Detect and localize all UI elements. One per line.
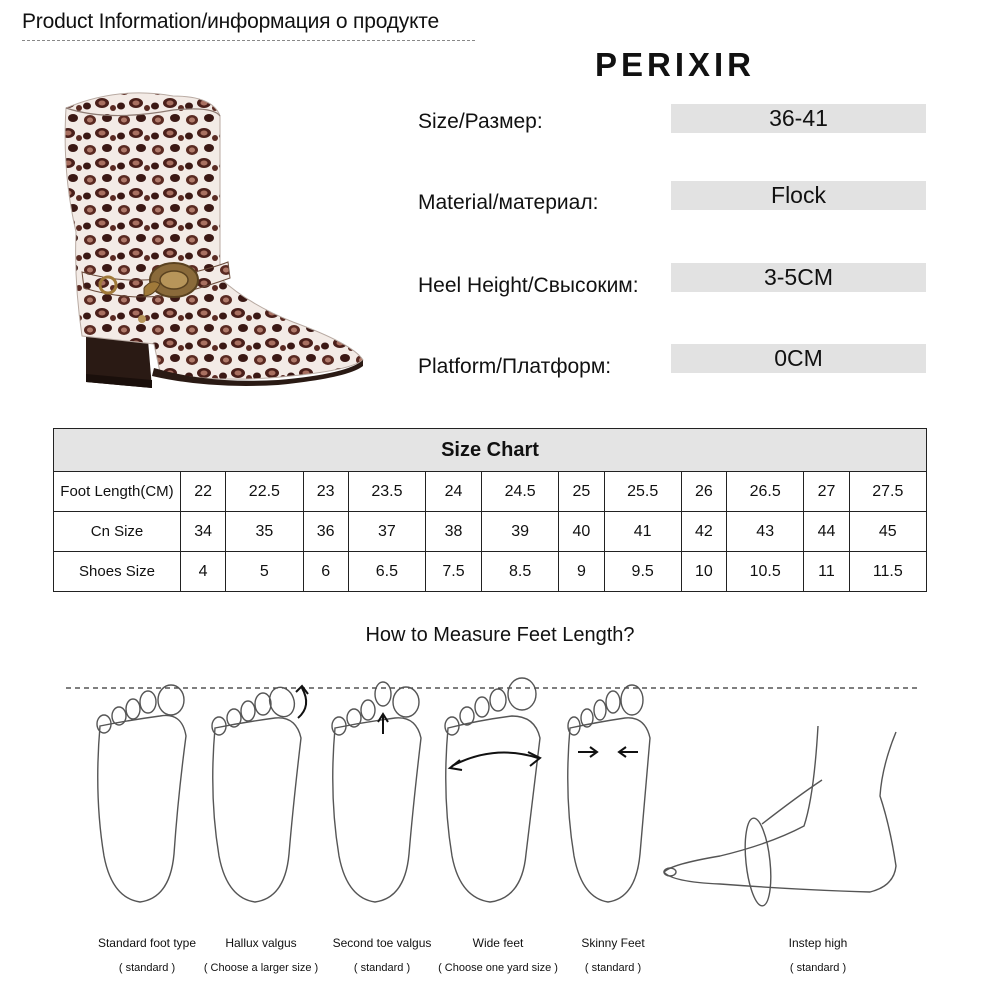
spec-label-size: Size/Размер: bbox=[418, 110, 543, 133]
table-cell: 44 bbox=[804, 512, 849, 552]
leopard-boot-image bbox=[48, 82, 373, 402]
table-cell: 39 bbox=[481, 512, 558, 552]
foot-label-instep-high: Instep high ( standard ) bbox=[788, 936, 848, 974]
table-row-cn-size bbox=[54, 512, 927, 552]
table-row-foot-length bbox=[54, 472, 927, 512]
spec-value-size: 36-41 bbox=[671, 104, 926, 133]
table-cell: 43 bbox=[727, 512, 804, 552]
size-chart-title: Size Chart bbox=[54, 429, 927, 472]
brand-logo: PERIXIR bbox=[594, 46, 756, 83]
table-cell: 8.5 bbox=[481, 552, 558, 592]
foot-label-wide-feet: Wide feet ( Choose one yard size ) bbox=[438, 936, 558, 974]
foot-label-standard: Standard foot type ( standard ) bbox=[97, 936, 197, 974]
table-cell: 5 bbox=[226, 552, 303, 592]
table-cell: 34 bbox=[181, 512, 226, 552]
table-cell: 40 bbox=[559, 512, 604, 552]
table-cell: 24 bbox=[426, 472, 482, 512]
table-cell: 36 bbox=[303, 512, 348, 552]
spec-label-heel-height: Heel Height/Свысоким: bbox=[418, 274, 639, 297]
foot-label-skinny-feet: Skinny Feet ( standard ) bbox=[581, 936, 645, 974]
table-cell: 42 bbox=[681, 512, 726, 552]
table-cell: 11 bbox=[804, 552, 849, 592]
table-cell: 11.5 bbox=[849, 552, 926, 592]
table-cell: 23 bbox=[303, 472, 348, 512]
table-cell: 10.5 bbox=[727, 552, 804, 592]
table-cell: 9 bbox=[559, 552, 604, 592]
row-header: Shoes Size bbox=[54, 552, 181, 592]
table-cell: 22 bbox=[181, 472, 226, 512]
row-header: Cn Size bbox=[54, 512, 181, 552]
foot-label-hallux-valgus: Hallux valgus ( Choose a larger size ) bbox=[203, 936, 319, 974]
table-cell: 10 bbox=[681, 552, 726, 592]
spec-label-platform: Platform/Платформ: bbox=[418, 355, 612, 378]
table-cell: 35 bbox=[226, 512, 303, 552]
size-chart-table bbox=[53, 428, 927, 592]
table-row-shoes-size bbox=[54, 552, 927, 592]
header-title: Product Information/информация о продукте bbox=[22, 10, 439, 33]
table-cell: 7.5 bbox=[426, 552, 482, 592]
measure-title: How to Measure Feet Length? bbox=[365, 624, 635, 646]
spec-value-platform: 0CM bbox=[671, 344, 926, 373]
table-cell: 27.5 bbox=[849, 472, 926, 512]
table-cell: 9.5 bbox=[604, 552, 681, 592]
table-cell: 22.5 bbox=[226, 472, 303, 512]
instep-high-foot-icon bbox=[664, 726, 896, 907]
table-cell: 26 bbox=[681, 472, 726, 512]
table-cell: 24.5 bbox=[481, 472, 558, 512]
table-cell: 27 bbox=[804, 472, 849, 512]
spec-label-material: Material/материал: bbox=[418, 191, 599, 214]
header-divider bbox=[22, 40, 475, 41]
table-cell: 23.5 bbox=[348, 472, 425, 512]
spec-value-material: Flock bbox=[671, 181, 926, 210]
table-cell: 6 bbox=[303, 552, 348, 592]
table-cell: 37 bbox=[348, 512, 425, 552]
table-cell: 41 bbox=[604, 512, 681, 552]
table-cell: 25.5 bbox=[604, 472, 681, 512]
second-toe-valgus-foot-icon bbox=[332, 682, 421, 902]
standard-foot-icon bbox=[97, 685, 186, 902]
skinny-foot-icon bbox=[568, 685, 650, 902]
table-cell: 38 bbox=[426, 512, 482, 552]
wide-foot-icon bbox=[445, 678, 540, 902]
table-cell: 4 bbox=[181, 552, 226, 592]
foot-label-second-toe-valgus: Second toe valgus ( standard ) bbox=[332, 936, 432, 974]
table-cell: 26.5 bbox=[727, 472, 804, 512]
table-cell: 25 bbox=[559, 472, 604, 512]
feet-illustrations bbox=[60, 676, 930, 916]
table-cell: 45 bbox=[849, 512, 926, 552]
spec-value-heel-height: 3-5CM bbox=[671, 263, 926, 292]
hallux-valgus-foot-icon bbox=[212, 684, 308, 902]
row-header: Foot Length(CM) bbox=[54, 472, 181, 512]
table-cell: 6.5 bbox=[348, 552, 425, 592]
